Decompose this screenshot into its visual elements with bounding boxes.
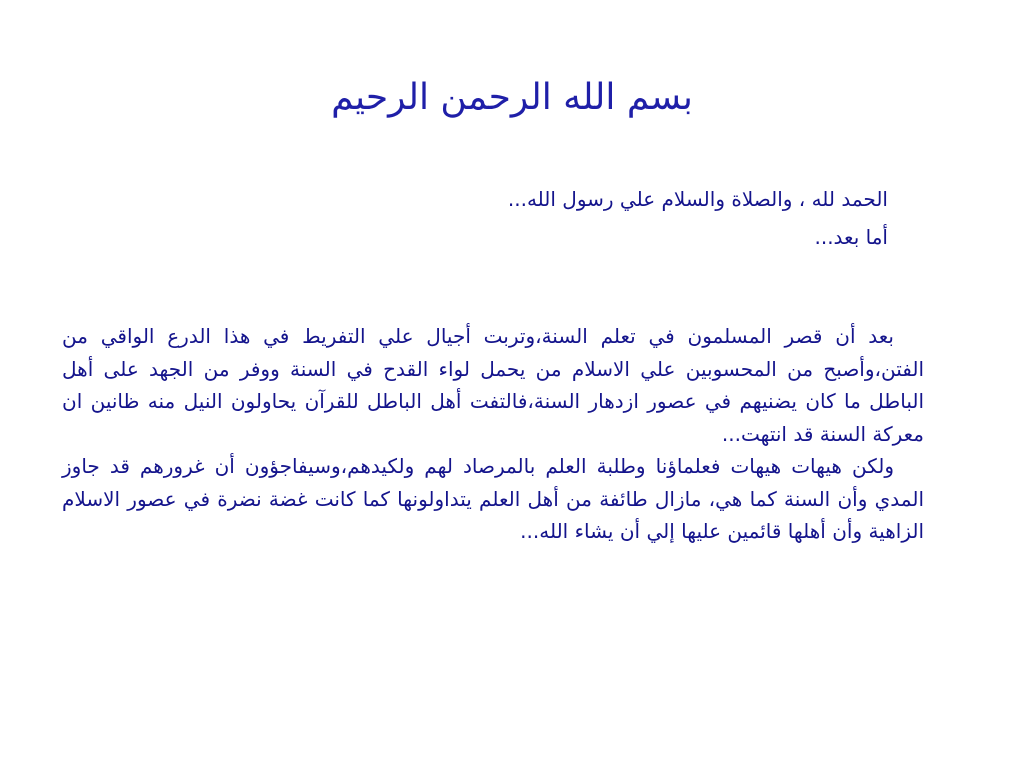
slide-title: بسم الله الرحمن الرحيم [331, 77, 693, 118]
greeting-block [328, 180, 888, 256]
paragraph-scholars-response: ولكن هيهات هيهات فعلماؤنا وطلبة العلم بالمرصاد لهم ولكيدهم،وسيفاجؤون أن غرورهم قد جاوز المدي وأن السنة كما هي، مازال طائفة من أهل العلم يتداولونها كما كانت غضة نضرة في عصور الاسلام الزاهية وأن أهلها قائمين عليها إلي أن يشاء الله... [62, 454, 924, 543]
paragraph-sunnah-neglect: بعد أن قصر المسلمون في تعلم السنة،وتربت أجيال علي التفريط في هذا الدرع الواقي من الفتن،وأصبح من المحسوبين علي الاسلام من يحمل لواء القدح في السنة ووفر من الجهد على أهل الباطل ما كان يضنيهم في عصور ازدهار السنة،فالتفت أهل الباطل للقرآن يحاولون النيل منه ظانين ان معركة السنة قد انتهت... [62, 324, 924, 446]
greeting-line-praise: الحمد لله ، والصلاة والسلام علي رسول الله... [507, 187, 888, 211]
greeting-line-amma-baad: أما بعد... [814, 225, 888, 249]
body-text [62, 320, 924, 548]
